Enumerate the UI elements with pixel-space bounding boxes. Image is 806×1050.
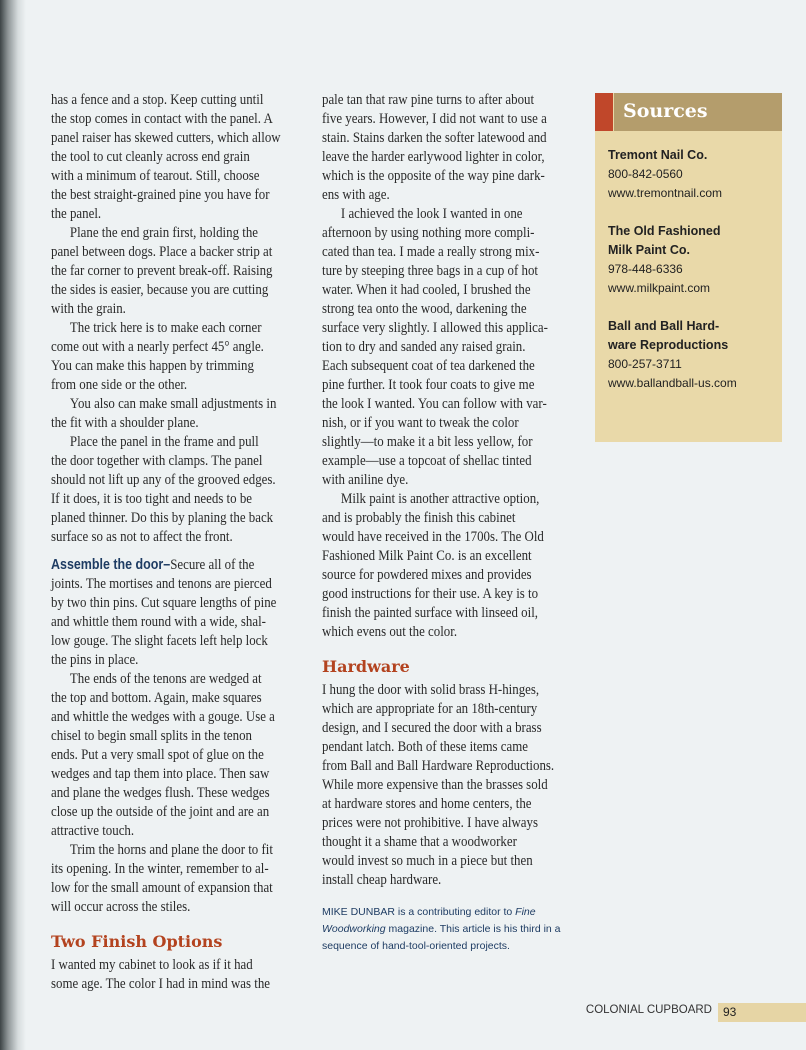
- source-name: The Old Fashioned: [608, 224, 721, 238]
- text-line: finish the painted surface with linseed oil,: [322, 605, 539, 621]
- text-line: thought it a shame that a woodworker: [322, 834, 517, 850]
- text-line: afternoon by using nothing more compli-: [322, 225, 535, 241]
- text-line: ens with age.: [322, 187, 390, 203]
- source-name: Milk Paint Co.: [608, 243, 690, 257]
- text-line: the look I wanted. You can follow with var-: [322, 396, 547, 412]
- finish-paragraphs: [51, 956, 311, 994]
- source-entry: [608, 317, 737, 393]
- text-line: wedges and tap them into place. Then saw: [51, 766, 270, 782]
- text-line: from one side or the other.: [51, 377, 188, 393]
- text-line: The trick here is to make each corner: [69, 320, 262, 336]
- text-line: the pins in place.: [51, 652, 139, 668]
- text-line: strong tea onto the wood, darkening the: [322, 301, 527, 317]
- text-line: and whittle the wedges with a gouge. Use a: [51, 709, 275, 725]
- text-line: pale tan that raw pine turns to after about: [322, 92, 535, 108]
- text-line: the stop comes in contact with the panel. A: [51, 111, 273, 127]
- article-column-2: [322, 91, 582, 955]
- text-line: has a fence and a stop. Keep cutting until: [51, 92, 264, 108]
- text-line: While more expensive than the brasses sold: [322, 777, 548, 793]
- text-line: water. When it had cooled, I brushed the: [322, 282, 531, 298]
- text-line: Place the panel in the frame and pull: [69, 434, 259, 450]
- text-line: I achieved the look I wanted in one: [340, 206, 523, 222]
- sidebar-title: Sources: [614, 93, 782, 131]
- text-line: the tool to cut cleanly across end grain: [51, 149, 250, 165]
- text-line: will occur across the stiles.: [51, 899, 191, 915]
- bio-line-1: [322, 904, 582, 921]
- text-line: example—use a topcoat of shellac tinted: [322, 453, 532, 469]
- text-line: close up the outside of the joint and are an: [51, 804, 270, 820]
- text-line: and plane the wedges flush. These wedges: [51, 785, 270, 801]
- text-line: Plane the end grain first, holding the: [69, 225, 259, 241]
- text-line: come out with a nearly perfect 45° angle.: [51, 339, 264, 355]
- text-line: The ends of the tenons are wedged at: [69, 671, 262, 687]
- source-url: www.ballandball-us.com: [608, 376, 737, 390]
- bio-text: magazine. This article is his third in a: [385, 923, 561, 935]
- text-line: If it does, it is too tight and needs to be: [51, 491, 252, 507]
- author-bio: [322, 904, 582, 955]
- text-line: the panel.: [51, 206, 102, 222]
- source-phone: 978-448-6336: [608, 262, 683, 276]
- text-line: should not lift up any of the grooved edges.: [51, 472, 276, 488]
- text-line: its opening. In the winter, remember to al-: [51, 861, 269, 877]
- text-line: some age. The color I had in mind was the: [51, 976, 271, 992]
- text-line: You also can make small adjustments in: [69, 396, 277, 412]
- text-line: I wanted my cabinet to look as if it had: [51, 957, 253, 973]
- text-line: would have received in the 1700s. The Old: [322, 529, 544, 545]
- sources-list: [608, 146, 737, 412]
- text-line: You can make this happen by trimming: [51, 358, 254, 374]
- scan-edge-shadow: [0, 0, 26, 1050]
- text-line: I hung the door with solid brass H-hinges,: [322, 682, 540, 698]
- text-line: the door together with clamps. The panel: [51, 453, 263, 469]
- text-line: panel raiser has skewed cutters, which allow: [51, 130, 281, 146]
- text-line: with a minimum of tearout. Still, choose: [51, 168, 260, 184]
- source-name: Ball and Ball Hard-: [608, 319, 720, 333]
- text-line: at hardware stores and home centers, the: [322, 796, 532, 812]
- source-name: ware Reproductions: [608, 338, 729, 352]
- text-line: would invest so much in a piece but then: [322, 853, 533, 869]
- hardware-paragraphs: [322, 681, 582, 890]
- text-line: Fashioned Milk Paint Co. is an excellent: [322, 548, 532, 564]
- assemble-first-line-text: Secure all of the: [170, 557, 255, 573]
- assemble-first-line: [51, 556, 275, 575]
- bio-line-2: [322, 921, 582, 938]
- text-line: Milk paint is another attractive option,: [340, 491, 540, 507]
- text-line: the far corner to prevent break-off. Raising: [51, 263, 273, 279]
- assemble-section: [51, 556, 311, 917]
- source-name: Tremont Nail Co.: [608, 148, 708, 162]
- column2-paragraphs: [322, 91, 582, 642]
- sidebar-accent-bar: [595, 93, 613, 131]
- text-line: with aniline dye.: [322, 472, 409, 488]
- text-line: pine further. It took four coats to give me: [322, 377, 535, 393]
- assemble-paragraphs: [51, 575, 311, 917]
- text-line: prices were not prohibitive. I have always: [322, 815, 539, 831]
- text-line: the fit with a shoulder plane.: [51, 415, 199, 431]
- text-line: which evens out the color.: [322, 624, 458, 640]
- text-line: with the grain.: [51, 301, 126, 317]
- text-line: Trim the horns and plane the door to fit: [69, 842, 273, 858]
- text-line: five years. However, I did not want to use a: [322, 111, 547, 127]
- text-line: ture by steeping three bags in a cup of hot: [322, 263, 539, 279]
- text-line: good instructions for their use. A key is to: [322, 586, 539, 602]
- sources-sidebar: [595, 93, 782, 442]
- text-line: low gouge. The slight facets left help lock: [51, 633, 268, 649]
- text-line: the best straight-grained pine you have for: [51, 187, 270, 203]
- section-heading-two-finish-options: Two Finish Options: [51, 932, 223, 951]
- text-line: leave the harder earlywood lighter in color,: [322, 149, 545, 165]
- assemble-lead: Assemble the door–: [51, 557, 171, 573]
- text-line: which are appropriate for an 18th-century: [322, 701, 538, 717]
- text-line: the top and bottom. Again, make squares: [51, 690, 262, 706]
- bio-text: is a contributing editor to: [394, 906, 516, 918]
- source-entry: [608, 146, 737, 203]
- text-line: tion to dry and sanded any raised grain.: [322, 339, 526, 355]
- text-line: nish, or if you want to tweak the color: [322, 415, 519, 431]
- text-line: cated than tea. I made a really strong mix-: [322, 244, 540, 260]
- text-line: slightly—to make it a bit less yellow, for: [322, 434, 533, 450]
- text-line: and whittle them round with a wide, shal-: [51, 614, 266, 630]
- text-line: which is the opposite of the way pine dark-: [322, 168, 545, 184]
- column1-paragraphs: [51, 91, 311, 547]
- text-line: install cheap hardware.: [322, 872, 442, 888]
- text-line: ends. Put a very small spot of glue on the: [51, 747, 264, 763]
- text-line: from Ball and Ball Hardware Reproductions.: [322, 758, 555, 774]
- text-line: panel between dogs. Place a backer strip at: [51, 244, 273, 260]
- footer-section-title: COLONIAL CUPBOARD: [585, 1004, 712, 1016]
- text-line: source for powdered mixes and provides: [322, 567, 532, 583]
- author-name: MIKE DUNBAR: [322, 906, 395, 918]
- text-line: low for the small amount of expansion that: [51, 880, 273, 896]
- text-line: surface so as not to affect the front.: [51, 529, 233, 545]
- text-line: Each subsequent coat of tea darkened the: [322, 358, 535, 374]
- source-entry: [608, 222, 737, 298]
- text-line: attractive touch.: [51, 823, 135, 839]
- text-line: design, and I secured the door with a brass: [322, 720, 542, 736]
- page-number: 93: [718, 1003, 806, 1022]
- text-line: surface very slightly. I allowed this applica-: [322, 320, 548, 336]
- magazine-name: Woodworking: [322, 923, 386, 935]
- magazine-name: Fine: [515, 906, 536, 918]
- text-line: stain. Stains darken the softer latewood and: [322, 130, 547, 146]
- text-line: pendant latch. Both of these items came: [322, 739, 528, 755]
- text-line: the sides is easier, because you are cutting: [51, 282, 269, 298]
- text-line: planed thinner. Do this by planing the back: [51, 510, 274, 526]
- source-phone: 800-842-0560: [608, 167, 683, 181]
- article-column-1: [51, 91, 311, 994]
- text-line: joints. The mortises and tenons are pierced: [51, 576, 272, 592]
- text-line: and is probably the finish this cabinet: [322, 510, 516, 526]
- source-url: www.tremontnail.com: [608, 186, 723, 200]
- bio-line-3: sequence of hand-tool-oriented projects.: [322, 940, 510, 952]
- section-heading-hardware: Hardware: [322, 657, 410, 676]
- text-line: chisel to begin small splits in the tenon: [51, 728, 253, 744]
- source-url: www.milkpaint.com: [608, 281, 711, 295]
- source-phone: 800-257-3711: [608, 357, 682, 371]
- text-line: by two thin pins. Cut square lengths of pine: [51, 595, 277, 611]
